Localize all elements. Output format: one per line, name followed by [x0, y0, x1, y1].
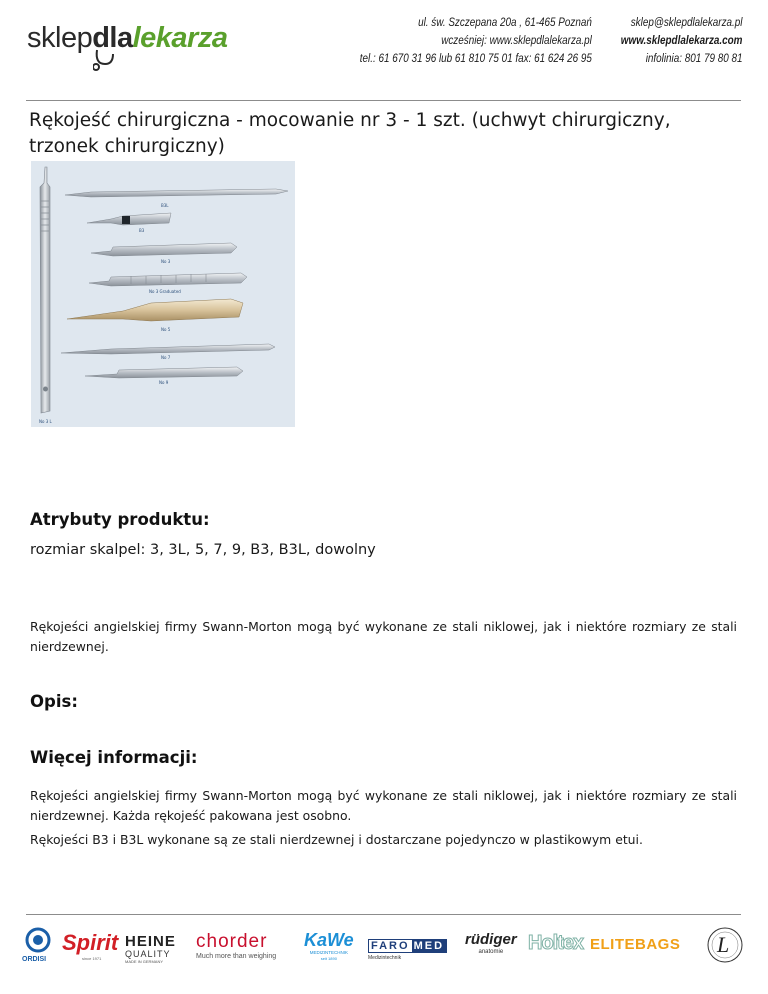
brand-rudiger[interactable]: rüdiger anatomie	[465, 931, 517, 955]
stethoscope-icon	[93, 48, 133, 72]
brand-chorder[interactable]: chorder Much more than weighing	[196, 931, 277, 960]
image-label-no7: No 7	[161, 355, 171, 360]
image-label-no9: No 9	[159, 380, 169, 385]
website-link[interactable]: www.sklepdlalekarza.com	[620, 35, 742, 47]
product-title: Rękojeść chirurgiczna - mocowanie nr 3 - 1 szt. (uchwyt chirurgiczny, trzonek chirurgiczny)	[29, 110, 671, 157]
brand-logos	[22, 924, 752, 970]
brand-holtex[interactable]: Holtex	[528, 932, 584, 954]
more-info-paragraph-2: Rękojeści B3 i B3L wykonane są ze stali nierdzewnej i dostarczane pojedynczo w plastikowym etui.	[30, 832, 643, 847]
contact-address: ul. św. Szczepana 20a , 61-465 Poznań wcześniej: www.sklepdlalekarza.pl tel.: 61 670 31 96 lub 61 810 75 01 fax: 61 624 26 95	[359, 17, 592, 65]
ordisi-swirl-icon	[25, 926, 51, 954]
image-label-no5: No 5	[161, 327, 171, 332]
summary-text: Rękojeści angielskiej firmy Swann-Morton mogą być wykonane ze stali niklowej, jak i niektóre rozmiary ze stali nierdzewnej.	[30, 619, 737, 654]
footer-divider	[26, 914, 741, 915]
store-logo[interactable]: sklepdlalekarza	[27, 22, 227, 55]
image-label-no3l: No 3 L	[39, 419, 52, 424]
page-header	[0, 0, 768, 86]
email-link[interactable]: sklep@sklepdlalekarza.pl	[630, 17, 742, 29]
image-label-b3l: B3L	[161, 203, 169, 208]
image-label-no3: No 3	[161, 259, 171, 264]
header-divider	[26, 100, 741, 101]
brand-heine[interactable]: HEINE QUALITY MADE IN GERMANY	[125, 933, 176, 964]
brand-elitebags[interactable]: ELITEBAGS	[590, 936, 681, 953]
attributes-heading: Atrybuty produktu:	[30, 510, 210, 529]
brand-ordisi[interactable]: ORDISI	[22, 924, 54, 970]
more-info-paragraph-1: Rękojeści angielskiej firmy Swann-Morton mogą być wykonane ze stali niklowej, jak i niektóre rozmiary ze stali nierdzewnej. Każda rękojeść pakowana jest osobno.	[30, 788, 737, 823]
product-image	[31, 161, 295, 427]
brand-littmann[interactable]: L	[706, 926, 744, 964]
image-label-no3-graduated: No 3 Graduated	[149, 289, 181, 294]
image-label-b3: B3	[139, 228, 145, 233]
brand-spirit[interactable]: Spirit since 1971	[62, 930, 119, 961]
brand-faromed[interactable]: FARO MED Medizintechnik	[368, 936, 447, 962]
hotline-text: infolinia: 801 79 80 81	[645, 53, 742, 65]
contact-online	[620, 14, 742, 68]
description-heading: Opis:	[30, 692, 78, 711]
attribute-size: rozmiar skalpel: 3, 3L, 5, 7, 9, B3, B3L, dowolny	[30, 542, 376, 558]
brand-kawe[interactable]: KaWe MEDIZINTECHNIK seit 1890	[304, 930, 354, 961]
more-info-heading: Więcej informacji:	[30, 748, 198, 767]
